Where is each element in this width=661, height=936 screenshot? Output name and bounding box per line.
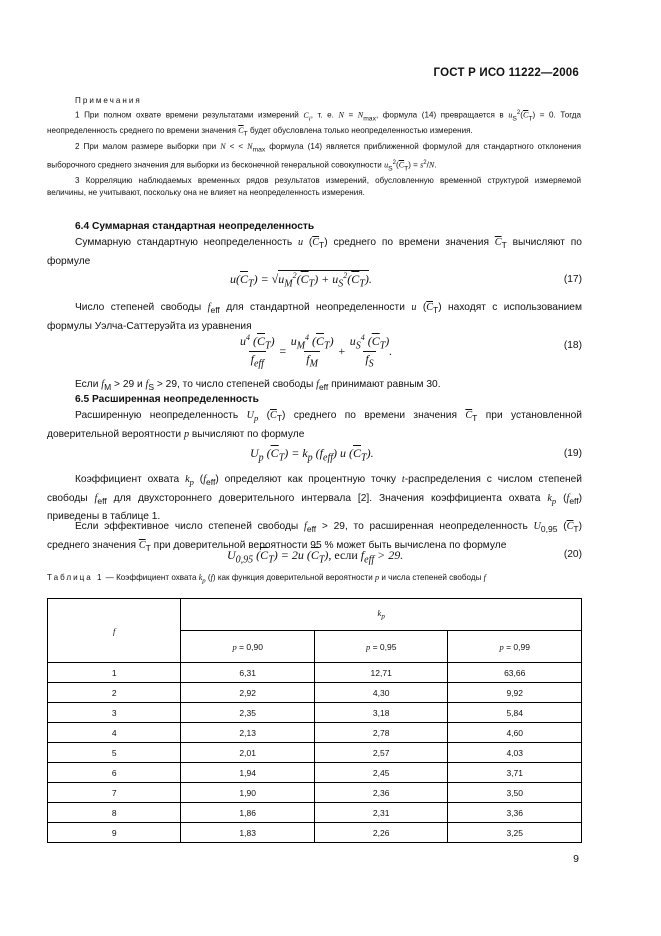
table-cell-value: 3,71 bbox=[448, 763, 582, 783]
table-cell-f: 5 bbox=[48, 743, 181, 763]
section-6-5-heading: 6.5 Расширенная неопределенность bbox=[75, 394, 259, 405]
table-cell-value: 5,84 bbox=[448, 703, 582, 723]
table-cell-value: 12,71 bbox=[314, 663, 448, 683]
table-cell-value: 3,18 bbox=[314, 703, 448, 723]
table-header-row bbox=[48, 599, 582, 631]
table-row bbox=[48, 803, 582, 823]
note-3: 3 Корреляцию наблюдаемых временных рядов результатов измерений, обусловленную временной структурой измеряемой величины, не учитывают, поскольку она не влияет на неопределенность измерения. bbox=[47, 175, 581, 197]
table-row bbox=[48, 683, 582, 703]
table-cell-value: 3,36 bbox=[448, 803, 582, 823]
note-2: 2 При малом размере выборки при N < < $N_{max}$ формула (14) является приближенной формулой для стандартного отклонения выборочного среднего значения для выборки из бесконечной генеральной совокупности $u_S^2(\overline{C}_T) = s^2/N$. bbox=[47, 141, 582, 172]
notes-title: Примечания bbox=[75, 96, 142, 105]
document-header: ГОСТ Р ИСО 11222—2006 bbox=[433, 67, 579, 79]
table-cell-value: 3,50 bbox=[448, 783, 582, 803]
table-cell-value: 2,26 bbox=[314, 823, 448, 843]
section-6-5-paragraph-2: Коэффициент охвата $k_p$ $(f_{eff})$ определяют как процентную точку t-распределения с числом степеней свободы $f_{eff}$ для двухстороннего доверительного интервала [2]. Значения коэффициента охвата $k_p$ $(f_{eff})$ приведены в таблице 1. bbox=[47, 474, 583, 523]
table-row bbox=[48, 703, 582, 723]
table-cell-f: 9 bbox=[48, 823, 181, 843]
table-row bbox=[48, 763, 582, 783]
table-cell-value: 4,30 bbox=[314, 683, 448, 703]
table-cell-value: 2,31 bbox=[314, 803, 448, 823]
equation-number-17: (17) bbox=[563, 274, 582, 285]
table-cell-value: 1,86 bbox=[181, 803, 315, 823]
table-cell-value: 1,90 bbox=[181, 783, 315, 803]
section-6-5-paragraph-1: Расширенную неопределенность $U_p$ $(\overline{C}_T)$ среднего по времени значения $\overline{C}_T$ при установленной доверительной вероятности p вычисляют по формуле bbox=[47, 410, 582, 440]
formula-19: $U_p$ $(\overline{C}_T) = k_p$ $(f_{eff})$ u $(\overline{C}_T)$. bbox=[250, 446, 374, 464]
table-row bbox=[48, 743, 582, 763]
table-row bbox=[48, 823, 582, 843]
formula-17: $u(\overline{C}_T) = √u_M^2(\overline{C}_T) + u_S^2(\overline{C}_T)$. bbox=[230, 271, 372, 290]
table-cell-value: 1,94 bbox=[181, 763, 315, 783]
section-6-4-paragraph-2: Число степеней свободы $f_{eff}$ для стандартной неопределенности u $(\overline{C}_T)$ находят с использованием формулы Уэлча-Саттеруэйта из уравнения bbox=[47, 302, 582, 332]
table-1-caption: Таблица 1 — Коэффициент охвата $k_p$ (f) как функция доверительной вероятности p и числа степеней свободы f bbox=[47, 573, 486, 585]
equation-number-19: (19) bbox=[563, 448, 582, 459]
table-cell-value: 6,31 bbox=[181, 663, 315, 683]
table-cell-f: 1 bbox=[48, 663, 181, 683]
table-cell-value: 2,45 bbox=[314, 763, 448, 783]
note-1: 1 При полном охвате времени результатами измерений $C_i$, т. е. $N = N_{max}$, формула (14) превращается в $u_S^2(\overline{C}_T) = 0$. Тогда неопределенность среднего по времени значения $\overline{C}_T$ будет обусловлена только неопределенностью измерения. bbox=[47, 110, 582, 138]
table-cell-value: 2,92 bbox=[181, 683, 315, 703]
table-row bbox=[48, 723, 582, 743]
table-cell-value: 63,66 bbox=[448, 663, 582, 683]
section-6-4-paragraph-3: Если $f_M > 29$ и $f_S > 29$, то число степеней свободы $f_{eff}$ принимают равным 30. bbox=[75, 379, 441, 393]
section-6-4-paragraph-1: Суммарную стандартную неопределенность u $(\overline{C}_T)$ среднего по времени значения $\overline{C}_T$ вычисляют по формуле bbox=[47, 237, 582, 267]
coverage-factor-table bbox=[47, 598, 582, 843]
table-cell-value: 2,13 bbox=[181, 723, 315, 743]
table-cell-f: 7 bbox=[48, 783, 181, 803]
table-cell-f: 3 bbox=[48, 703, 181, 723]
column-header-p: p = 0,95 bbox=[314, 631, 448, 663]
table-cell-value: 2,57 bbox=[314, 743, 448, 763]
section-6-5-paragraph-3: Если эффективное число степеней свободы $f_{eff} > 29$, то расширенная неопределенность $U_{0,95}$ $(\overline{C}_T)$ среднего значения $\overline{C}_T$ при доверительной вероятности 95 % может быть вычислена по формуле bbox=[47, 521, 582, 553]
column-header-kp: $k_p$ bbox=[181, 599, 582, 631]
table-cell-value: 3,25 bbox=[448, 823, 582, 843]
notes-block bbox=[47, 95, 581, 199]
equation-number-18: (18) bbox=[563, 340, 582, 351]
table-cell-value: 4,60 bbox=[448, 723, 582, 743]
table-cell-f: 6 bbox=[48, 763, 181, 783]
column-header-p: p = 0,90 bbox=[181, 631, 315, 663]
section-6-4-heading: 6.4 Суммарная стандартная неопределенность bbox=[75, 221, 315, 232]
table-row bbox=[48, 783, 582, 803]
table-cell-value: 2,78 bbox=[314, 723, 448, 743]
formula-20: $U_{0,95}$ $(\overline{C}_T) = 2u$ $(\overline{C}_T)$, если $f_{eff} > 29$. bbox=[227, 548, 404, 566]
column-header-f: f bbox=[48, 599, 181, 663]
table-cell-value: 2,01 bbox=[181, 743, 315, 763]
table-cell-value: 2,35 bbox=[181, 703, 315, 723]
table-cell-value: 1,83 bbox=[181, 823, 315, 843]
table-cell-value: 4,03 bbox=[448, 743, 582, 763]
table-cell-f: 2 bbox=[48, 683, 181, 703]
table-row bbox=[48, 663, 582, 683]
equation-number-20: (20) bbox=[563, 549, 582, 560]
table-cell-f: 8 bbox=[48, 803, 181, 823]
table-cell-value: 9,92 bbox=[448, 683, 582, 703]
table-cell-f: 4 bbox=[48, 723, 181, 743]
page-number: 9 bbox=[573, 853, 579, 865]
formula-18: $u^4$ $(\overline{C}_T)$ $f_{eff}$ = $\frac{u_M^4 (\overline{C}_T)}{f_M}$ + $\frac{u_S^4 (\overline{C}_T)}{f_S}$ . bbox=[240, 333, 393, 370]
column-header-p: p = 0,99 bbox=[448, 631, 582, 663]
table-cell-value: 2,36 bbox=[314, 783, 448, 803]
